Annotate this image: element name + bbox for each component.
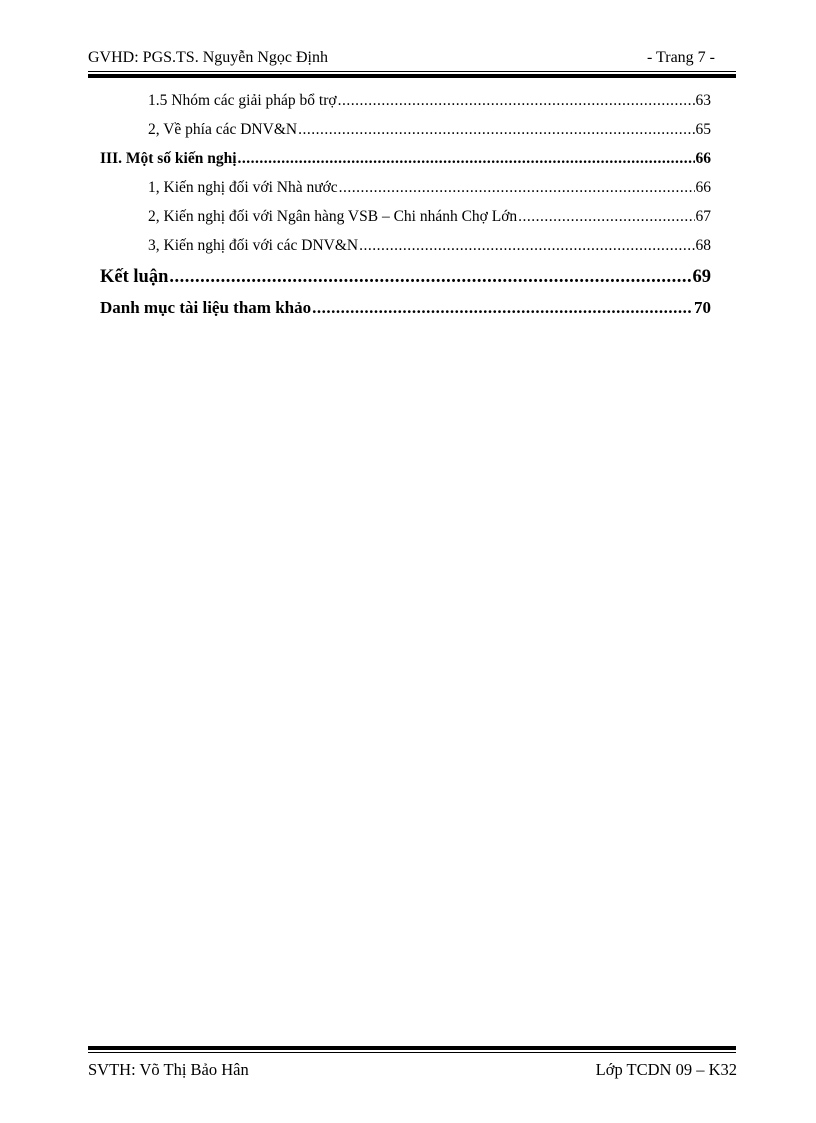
- toc-leader-dots: [312, 293, 693, 323]
- toc-entry-label: Danh mục tài liệu tham khảo: [100, 298, 312, 317]
- toc-entry-label: 1.5 Nhóm các giải pháp bổ trợ: [148, 92, 337, 109]
- footer-class: Lớp TCDN 09 – K32: [595, 1060, 737, 1079]
- toc-entry-page: 67: [695, 208, 711, 225]
- toc-leader-dots: [298, 117, 694, 143]
- toc-entry-page: 70: [694, 298, 711, 317]
- table-of-contents: [100, 88, 711, 324]
- toc-entry-page: 66: [695, 150, 711, 167]
- toc-entry-label: 3, Kiến nghị đối với các DNV&N: [148, 237, 359, 254]
- toc-entry: [100, 204, 711, 233]
- header-page-number: - Trang 7 -: [646, 49, 715, 66]
- toc-leader-dots: [238, 146, 695, 172]
- toc-entry-label: 1, Kiến nghị đối với Nhà nước: [148, 179, 338, 196]
- toc-leader-dots: [338, 88, 695, 114]
- toc-entry-label: 2, Về phía các DNV&N: [148, 121, 298, 138]
- toc-entry-page: 66: [695, 179, 711, 196]
- toc-section-entry: [100, 146, 711, 175]
- toc-entry-label: III. Một số kiến nghị: [100, 150, 237, 167]
- page-header: [88, 48, 715, 68]
- toc-chapter-entry: [100, 262, 711, 293]
- toc-entry-page: 68: [695, 237, 711, 254]
- toc-leader-dots: [518, 204, 694, 230]
- toc-entry: [100, 88, 711, 117]
- page-footer: [88, 1059, 737, 1081]
- header-rule: [88, 71, 736, 78]
- toc-leader-dots: [169, 262, 691, 292]
- toc-entry: [100, 175, 711, 204]
- footer-student: SVTH: Võ Thị Bảo Hân: [88, 1060, 249, 1079]
- toc-chapter-entry: [100, 293, 711, 324]
- toc-entry: [100, 117, 711, 146]
- toc-leader-dots: [339, 175, 695, 201]
- toc-entry-page: 63: [695, 92, 711, 109]
- toc-entry-page: 65: [695, 121, 711, 138]
- header-advisor: GVHD: PGS.TS. Nguyễn Ngọc Định: [88, 49, 328, 66]
- toc-entry-label: Kết luận: [100, 267, 169, 287]
- toc-entry-page: 69: [692, 267, 711, 287]
- toc-entry-label: 2, Kiến nghị đối với Ngân hàng VSB – Chi nhánh Chợ Lớn: [148, 208, 518, 225]
- footer-rule: [88, 1046, 736, 1054]
- toc-entry: [100, 233, 711, 262]
- toc-leader-dots: [359, 233, 694, 259]
